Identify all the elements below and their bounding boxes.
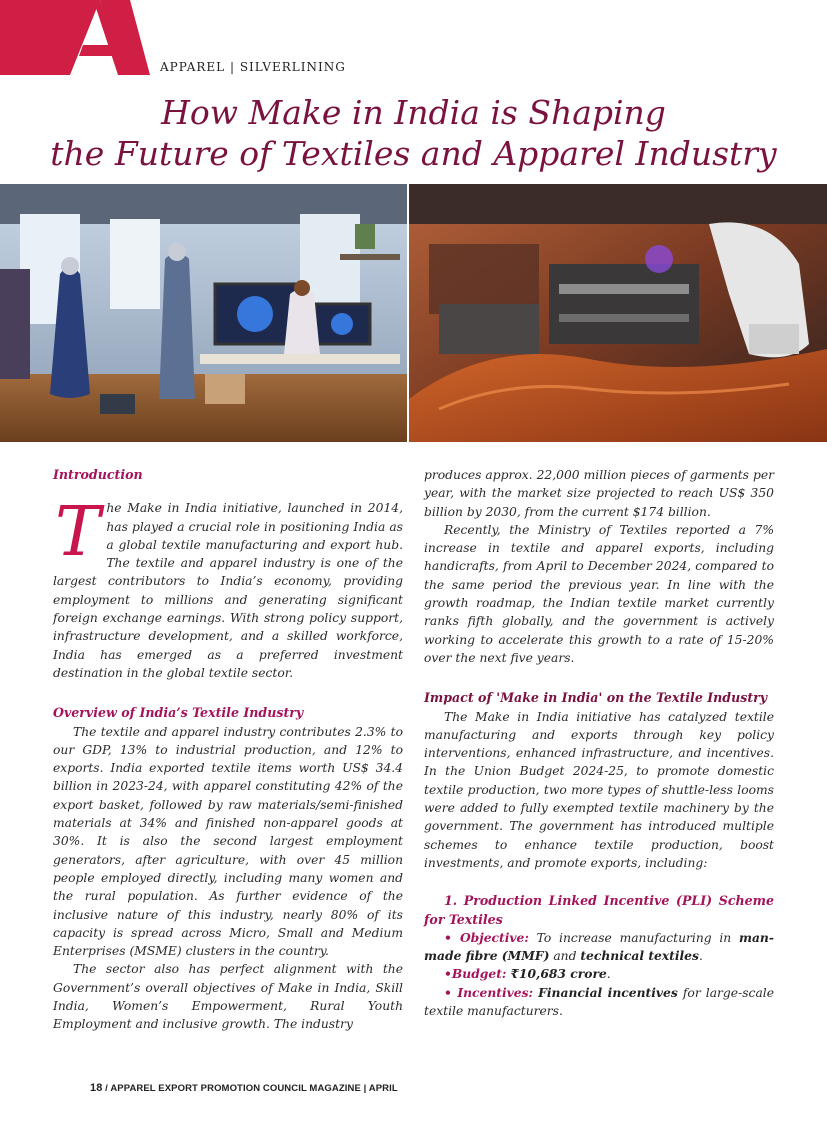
article-title-line-1: How Make in India is Shaping xyxy=(161,93,666,132)
page-footer: 18 / APPAREL EXPORT PROMOTION COUNCIL MAGAZINE | APRIL xyxy=(90,1082,398,1094)
right-column xyxy=(424,466,774,1020)
magazine-section-logo xyxy=(0,0,150,75)
footer-text: APPAREL EXPORT PROMOTION COUNCIL MAGAZINE | APRIL xyxy=(110,1083,398,1094)
article-title-line-2: the Future of Textiles and Apparel Industry xyxy=(50,134,777,173)
overview-heading: Overview of India’s Textile Industry xyxy=(53,705,304,721)
market-size-paragraph: produces approx. 22,000 million pieces of garments per year, with the market size projected to reach US$ 350 billion by 2030, from the current $174 billion. xyxy=(424,468,774,519)
robotic-textile-machine-image xyxy=(409,184,827,442)
overview-paragraph-2: The sector also has perfect alignment with the Government’s overall objectives of Make in India, Skill India, Women’s Empowerment, Rural Youth Employment and inclusive growth. The industry xyxy=(53,962,403,1032)
left-column xyxy=(53,466,403,1034)
overview-paragraph-1: The textile and apparel industry contributes 2.3% to our GDP, 13% to industrial production, and 12% to exports. India exported textile items worth US$ 34.4 billion in 2023-24, with apparel constituting 42% of the export basket, followed by raw materials/semi-finished materials at 34% and finished non-apparel goods at 30%. It is also the second largest employment generators, after agriculture, with over 45 million people employed directly, including many women and the rural population. As further evidence of the inclusive nature of this industry, nearly 80% of its capacity is spread across Micro, Small and Medium Enterprises (MSME) clusters in the country. xyxy=(53,724,403,959)
budget-bullet: •Budget: ₹10,683 crore. xyxy=(444,966,611,982)
drop-cap: T xyxy=(55,493,101,573)
impact-heading: Impact of 'Make in India' on the Textile Industry xyxy=(424,690,768,706)
objective-bullet: • Objective: To increase manufacturing in man-made fibre (MMF) and technical textiles. xyxy=(424,929,774,964)
impact-paragraph: The Make in India initiative has catalyzed textile manufacturing and exports through key policy interventions, enhanced infrastructure, and incentives. In the Union Budget 2024-25, to promote domestic textile production, two more types of shuttle-less looms were added to fully exempted textile machinery by the government. The government has introduced multiple schemes to enhance textile production, boost investments, and promote exports, including: xyxy=(424,709,774,870)
section-label: APPAREL | SILVERLINING xyxy=(160,60,346,74)
intro-paragraph: The Make in India initiative, launched in 2014, has played a crucial role in positioning India as a global textile manufacturing and export hub. The textile and apparel industry is one of the largest contributors to India’s economy, providing employment to millions and generating significant foreign exchange earnings. With strong policy support, infrastructure development, and a skilled workforce, India has emerged as a preferred investment destination in the global textile sector. xyxy=(53,493,403,680)
pli-heading: 1. Production Linked Incentive (PLI) Scheme for Textiles xyxy=(424,893,774,927)
exports-paragraph: Recently, the Ministry of Textiles reported a 7% increase in textile and apparel exports, including handicrafts, from April to December 2024, compared to the same period the previous year. In line with the growth roadmap, the Indian textile market currently ranks fifth globally, and the government is actively working to accelerate this growth to a rate of 15-20% over the next five years. xyxy=(424,522,774,665)
design-studio-image xyxy=(0,184,407,442)
intro-heading: Introduction xyxy=(53,467,143,482)
page-number: 18 xyxy=(90,1082,103,1094)
incentives-bullet: • Incentives: Financial incentives for large-scale textile manufacturers. xyxy=(424,984,774,1019)
